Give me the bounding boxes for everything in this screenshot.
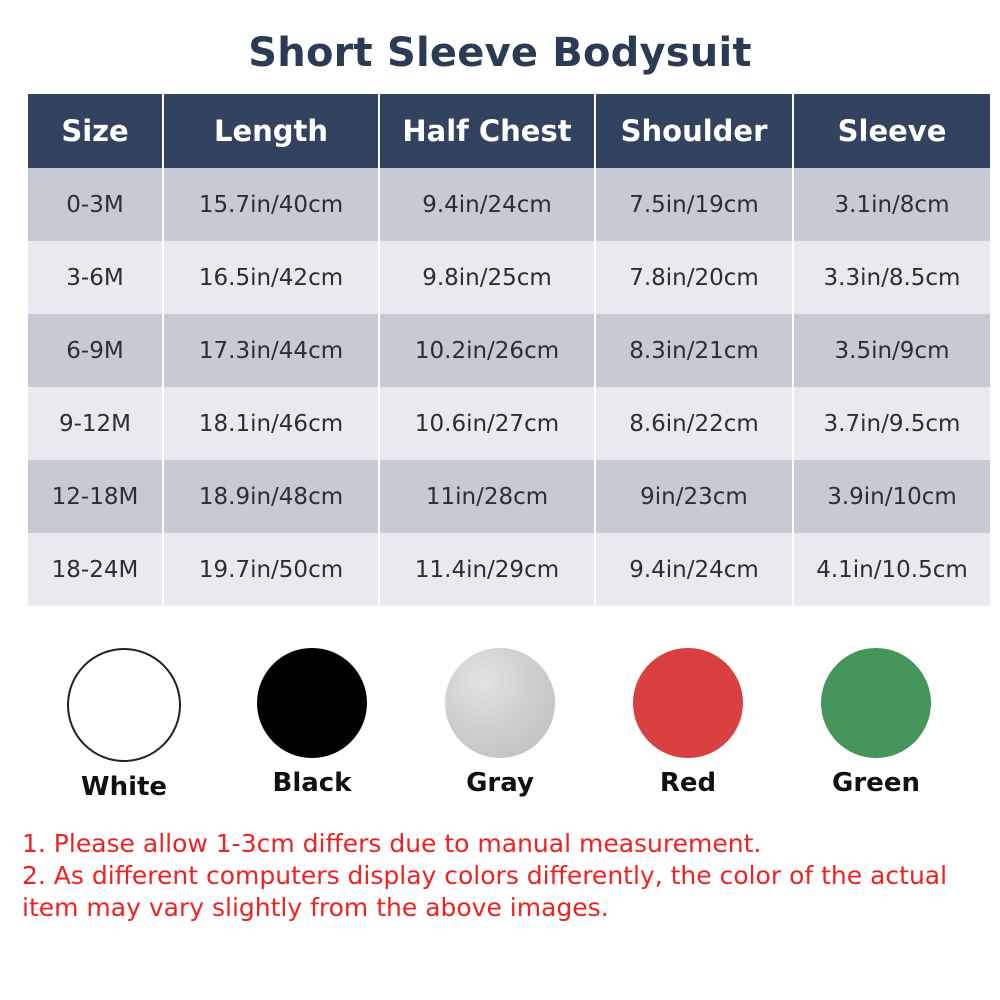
cell-sleeve: 4.1in/10.5cm: [793, 533, 990, 606]
cell-size: 0-3M: [28, 168, 163, 241]
cell-half-chest: 11in/28cm: [379, 460, 595, 533]
cell-length: 17.3in/44cm: [163, 314, 379, 387]
cell-length: 16.5in/42cm: [163, 241, 379, 314]
column-header-sleeve: Sleeve: [793, 94, 990, 168]
color-swatch-gray[interactable]: [445, 648, 555, 758]
cell-size: 6-9M: [28, 314, 163, 387]
note-color-variance: 2. As different computers display colors differently, the color of the actual item may vary slightly from the above images.: [22, 861, 948, 922]
size-table-container: [0, 94, 1000, 606]
cell-half-chest: 11.4in/29cm: [379, 533, 595, 606]
color-label-red: Red: [659, 768, 717, 798]
column-header-shoulder: Shoulder: [595, 94, 793, 168]
cell-half-chest: 9.4in/24cm: [379, 168, 595, 241]
column-header-half-chest: Half Chest: [379, 94, 595, 168]
table-header: [28, 94, 990, 168]
cell-size: 3-6M: [28, 241, 163, 314]
cell-sleeve: 3.1in/8cm: [793, 168, 990, 241]
disclaimer-notes: [0, 828, 1000, 924]
color-option-red[interactable]: [618, 648, 758, 798]
column-header-length: Length: [163, 94, 379, 168]
table-row: [28, 387, 990, 460]
color-option-black[interactable]: [242, 648, 382, 798]
color-swatch-green[interactable]: [821, 648, 931, 758]
color-swatch-list: [0, 648, 1000, 802]
page-title: Short Sleeve Bodysuit: [248, 30, 752, 76]
cell-sleeve: 3.9in/10cm: [793, 460, 990, 533]
cell-half-chest: 9.8in/25cm: [379, 241, 595, 314]
note-measurement: 1. Please allow 1-3cm differs due to manual measurement.: [22, 829, 762, 858]
color-swatch-red[interactable]: [633, 648, 743, 758]
cell-size: 18-24M: [28, 533, 163, 606]
color-label-white: White: [80, 772, 168, 802]
table-row: [28, 168, 990, 241]
color-option-green[interactable]: [806, 648, 946, 798]
color-swatch-white[interactable]: [67, 648, 181, 762]
cell-sleeve: 3.3in/8.5cm: [793, 241, 990, 314]
cell-size: 9-12M: [28, 387, 163, 460]
cell-sleeve: 3.7in/9.5cm: [793, 387, 990, 460]
size-table: [28, 94, 990, 606]
cell-half-chest: 10.2in/26cm: [379, 314, 595, 387]
cell-length: 18.9in/48cm: [163, 460, 379, 533]
color-label-black: Black: [272, 768, 352, 798]
table-row: [28, 460, 990, 533]
table-header-row: [28, 94, 990, 168]
cell-size: 12-18M: [28, 460, 163, 533]
cell-shoulder: 7.5in/19cm: [595, 168, 793, 241]
color-label-green: Green: [832, 768, 920, 798]
cell-half-chest: 10.6in/27cm: [379, 387, 595, 460]
color-option-white[interactable]: [54, 648, 194, 802]
table-body: [28, 168, 990, 606]
color-option-gray[interactable]: [430, 648, 570, 798]
cell-shoulder: 7.8in/20cm: [595, 241, 793, 314]
cell-length: 19.7in/50cm: [163, 533, 379, 606]
column-header-size: Size: [28, 94, 163, 168]
cell-shoulder: 8.6in/22cm: [595, 387, 793, 460]
cell-shoulder: 9.4in/24cm: [595, 533, 793, 606]
cell-length: 15.7in/40cm: [163, 168, 379, 241]
table-row: [28, 241, 990, 314]
color-label-gray: Gray: [466, 768, 534, 798]
color-swatch-black[interactable]: [257, 648, 367, 758]
cell-length: 18.1in/46cm: [163, 387, 379, 460]
table-row: [28, 533, 990, 606]
cell-sleeve: 3.5in/9cm: [793, 314, 990, 387]
table-row: [28, 314, 990, 387]
cell-shoulder: 8.3in/21cm: [595, 314, 793, 387]
cell-shoulder: 9in/23cm: [595, 460, 793, 533]
